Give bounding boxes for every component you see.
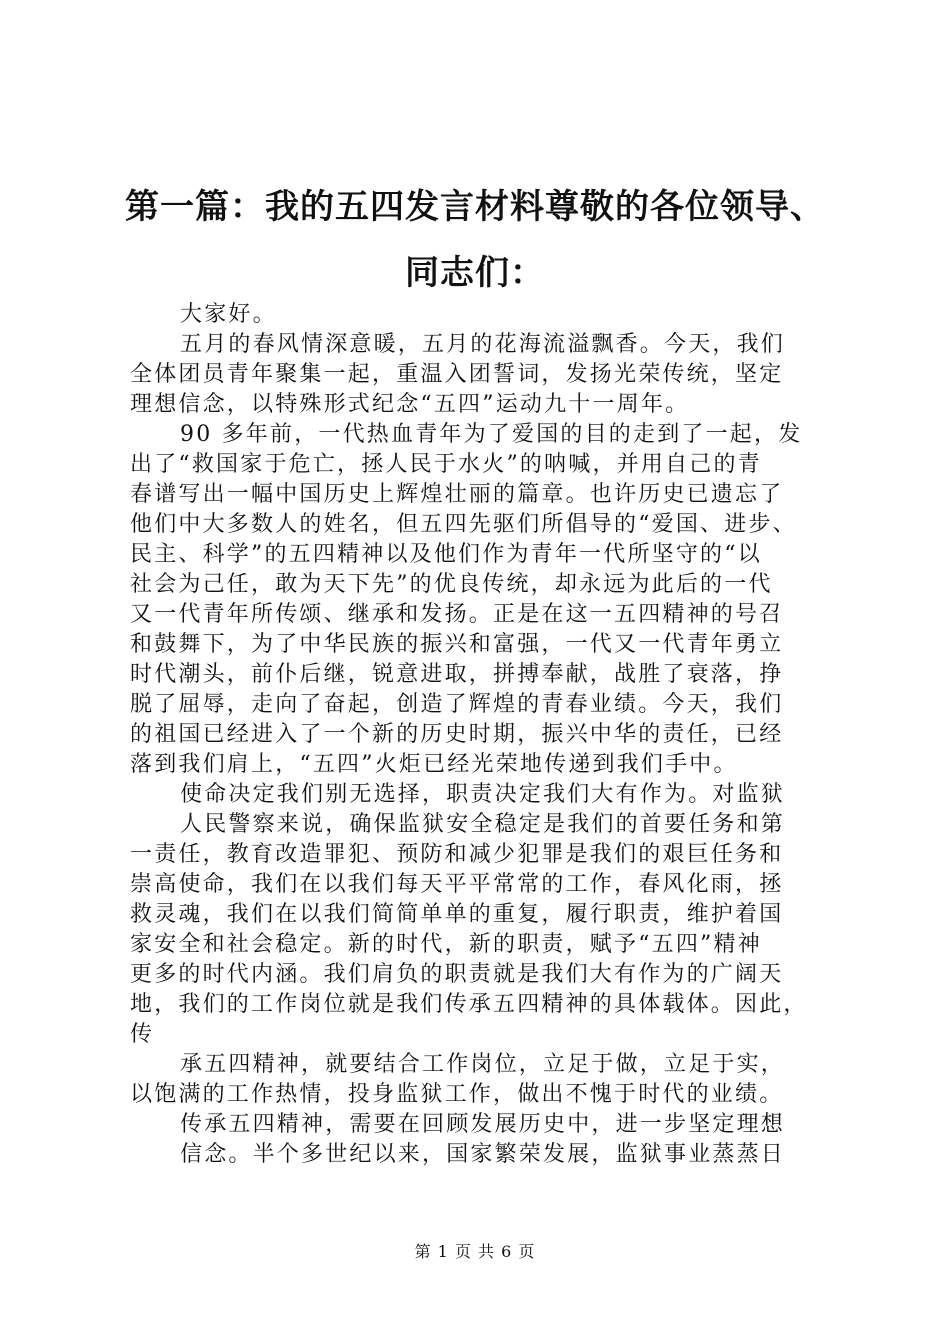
body-line: 使命决定我们别无选择，职责决定我们大有作为。对监狱: [180, 782, 786, 807]
body-line: 他们中大多数人的姓名，但五四先驱们所倡导的“爱国、进步、: [130, 512, 797, 537]
body-line: 地，我们的工作岗位就是我们传承五四精神的具体载体。因此，: [130, 992, 808, 1017]
body-line: 春谱写出一幅中国历史上辉煌壮丽的篇章。也许历史已遗忘了: [130, 482, 784, 507]
body-line: 以饱满的工作热情，投身监狱工作，做出不愧于时代的业绩。: [130, 1082, 784, 1107]
body-line: 更多的时代内涵。我们肩负的职责就是我们大有作为的广阔天: [130, 962, 784, 987]
body-line: 传: [130, 1022, 155, 1047]
body-line: 全体团员青年聚集一起，重温入团誓词，发扬光荣传统，坚定: [130, 362, 784, 387]
body-line: 救灵魂，我们在以我们简简单单的重复，履行职责，维护着国: [130, 902, 784, 927]
body-line: 一责任，教育改造罪犯、预防和减少犯罪是我们的艰巨任务和: [130, 842, 784, 867]
body-line: 大家好。: [180, 302, 277, 327]
body-line: 又一代青年所传颂、继承和发扬。正是在这一五四精神的号召: [130, 602, 784, 627]
body-line: 承五四精神，就要结合工作岗位，立足于做，立足于实，: [180, 1052, 786, 1077]
body-line: 民主、科学”的五四精神以及他们作为青年一代所坚守的“以: [130, 542, 762, 567]
body-line: 人民警察来说，确保监狱安全稳定是我们的首要任务和第: [180, 812, 786, 837]
body-line: 五月的春风情深意暖，五月的花海流溢飘香。今天，我们: [180, 332, 786, 357]
body-line: 的祖国已经进入了一个新的历史时期，振兴中华的责任，已经: [130, 722, 784, 747]
body-line: 家安全和社会稳定。新的时代，新的职责，赋予“五四”精神: [130, 932, 762, 957]
body-line: 传承五四精神，需要在回顾发展历史中，进一步坚定理想: [180, 1112, 786, 1137]
document-title-line-1: 第一篇：我的五四发言材料尊敬的各位领导、: [125, 187, 825, 227]
body-line: 出了“救国家于危亡，拯人民于水火”的呐喊，并用自己的青: [130, 452, 762, 477]
body-line: 时代潮头，前仆后继，锐意进取，拼搏奉献，战胜了衰落，挣: [130, 662, 784, 687]
document-body: [130, 300, 840, 1170]
body-line: 社会为己任，敢为天下先”的优良传统，却永远为此后的一代: [130, 572, 773, 597]
body-line: 和鼓舞下，为了中华民族的振兴和富强，一代又一代青年勇立: [130, 632, 784, 657]
body-line: 崇高使命，我们在以我们每天平平常常的工作，春风化雨，拯: [130, 872, 784, 897]
body-line: 信念。半个多世纪以来，国家繁荣发展，监狱事业蒸蒸日: [180, 1142, 786, 1167]
page-footer: 第 1 页 共 6 页: [414, 1242, 536, 1261]
document-title-line-2: 同志们：: [405, 253, 545, 293]
body-line: 落到我们肩上，“五四”火炬已经光荣地传递到我们手中。: [130, 752, 738, 777]
body-line: 90 多年前，一代热血青年为了爱国的目的走到了一起，发: [180, 422, 803, 447]
body-line: 脱了屈辱，走向了奋起，创造了辉煌的青春业绩。今天，我们: [130, 692, 784, 717]
body-line: 理想信念，以特殊形式纪念“五四”运动九十一周年。: [130, 392, 690, 417]
